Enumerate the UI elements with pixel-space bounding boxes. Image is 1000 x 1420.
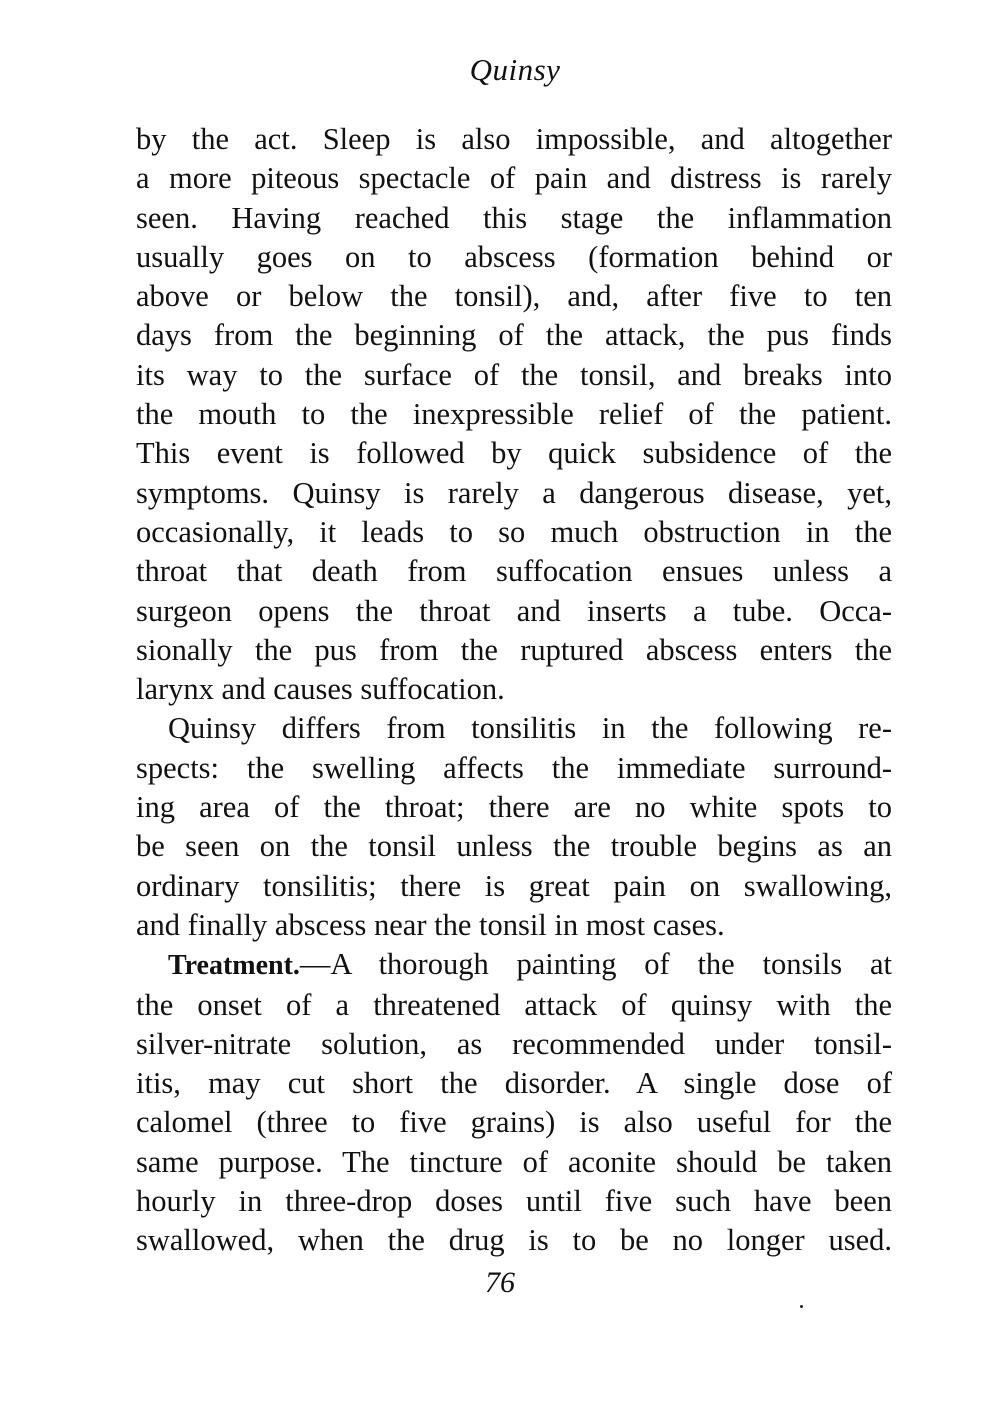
paragraph-2 — [136, 709, 892, 945]
text-line: and finally abscess near the tonsil in most cases. — [136, 907, 725, 942]
text-line: ing area of the throat; there are no white spots to — [136, 790, 892, 825]
text-line: swallowed, when the drug is to be no longer used. — [136, 1223, 892, 1258]
text-line: the mouth to the inexpressible relief of the patient. — [136, 397, 892, 432]
text-line: ordinary tonsilitis; there is great pain on swallowing, — [136, 868, 892, 903]
text-line: This event is followed by quick subsidence of the — [136, 436, 892, 471]
paragraph-1 — [136, 120, 892, 709]
text-line: spects: the swelling affects the immediate surround- — [136, 750, 892, 785]
text-line: a more piteous spectacle of pain and distress is rarely — [136, 161, 892, 196]
text-line: occasionally, it leads to so much obstruction in the — [136, 514, 892, 549]
body-text — [136, 120, 892, 1261]
text-line: itis, may cut short the disorder. A single dose of — [136, 1066, 892, 1101]
running-head-title: Quinsy — [469, 52, 561, 87]
text-line: by the act. Sleep is also impossible, and altogether — [136, 122, 892, 156]
text-line: sionally the pus from the ruptured abscess enters the — [136, 632, 892, 667]
treatment-first-line: —A thorough painting of the tonsils at — [299, 947, 892, 982]
text-line: calomel (three to five grains) is also useful for the — [136, 1105, 892, 1140]
text-line: surgeon opens the throat and inserts a tube. Occa- — [136, 593, 892, 628]
text-line: usually goes on to abscess (formation behind or — [136, 239, 892, 274]
text-line: be seen on the tonsil unless the trouble begins as an — [136, 829, 892, 864]
text-line: silver-nitrate solution, as recommended under tonsil- — [136, 1026, 892, 1061]
page-number: 76 — [485, 1266, 515, 1299]
text-line: its way to the surface of the tonsil, and breaks into — [136, 357, 892, 392]
paragraph-3-treatment — [136, 945, 892, 1260]
text-line: the onset of a threatened attack of quinsy with the — [136, 987, 892, 1022]
text-line: Quinsy differs from tonsilitis in the following re- — [168, 711, 892, 746]
treatment-heading: Treatment. — [168, 950, 300, 982]
text-line: seen. Having reached this stage the inflammation — [136, 200, 892, 235]
text-line: symptoms. Quinsy is rarely a dangerous disease, yet, — [136, 475, 892, 510]
text-line: throat that death from suffocation ensues unless a — [136, 554, 892, 589]
text-line: larynx and causes suffocation. — [136, 672, 505, 707]
text-line: same purpose. The tincture of aconite should be taken — [136, 1144, 892, 1179]
text-line: days from the beginning of the attack, the pus finds — [136, 318, 892, 353]
text-line — [136, 945, 892, 985]
text-line: above or below the tonsil), and, after five to ten — [136, 279, 892, 314]
text-line: hourly in three-drop doses until five such have been — [136, 1184, 892, 1219]
print-speck — [800, 1305, 803, 1308]
